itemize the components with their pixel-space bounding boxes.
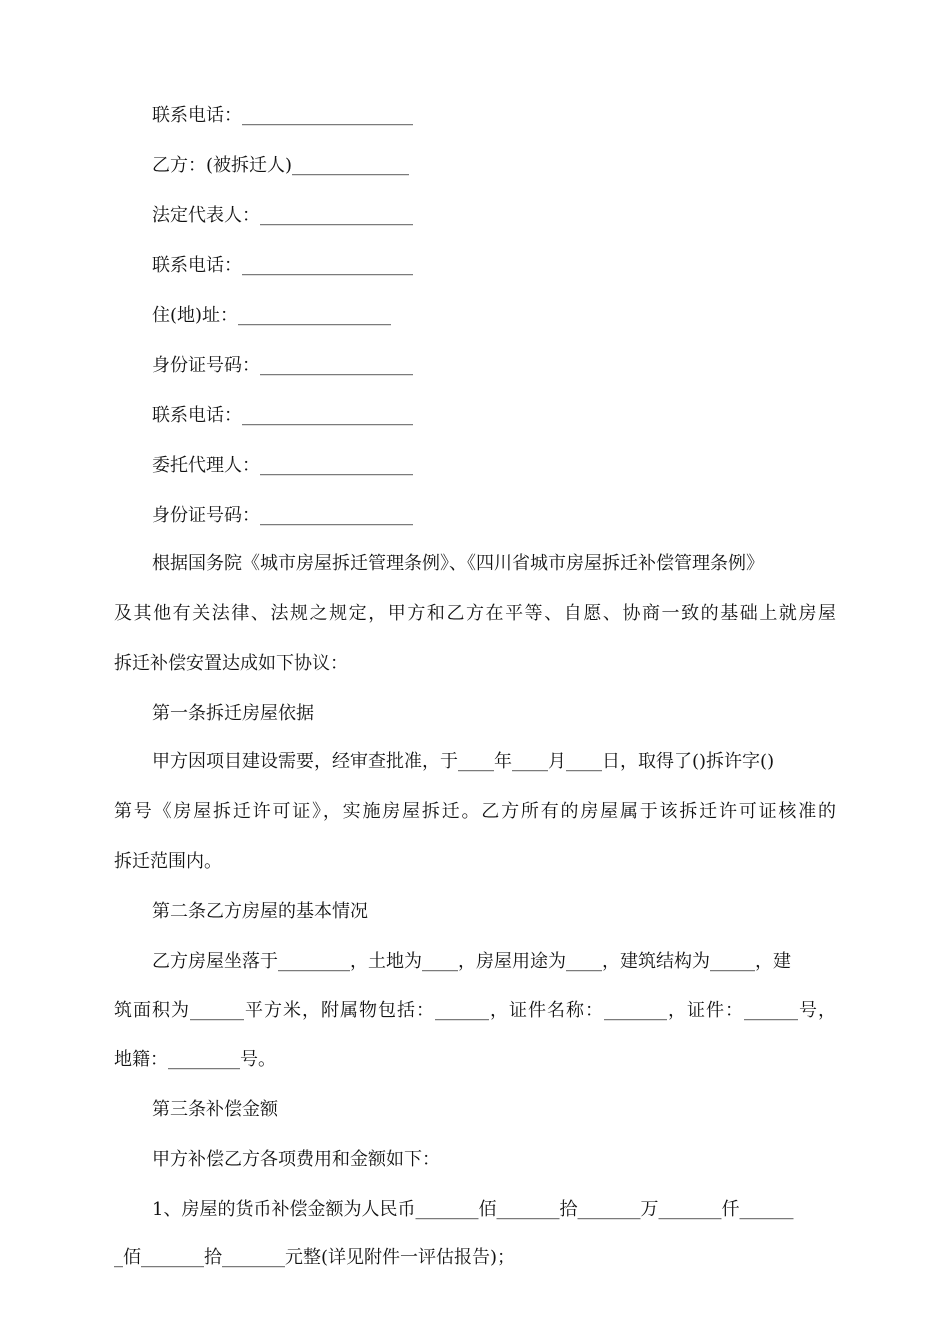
id-number-line: 身份证号码：_________________ [152,355,413,376]
article-2-line-1: 乙方房屋坐落于________，土地为____，房屋用途为____，建筑结构为_____，建 [152,951,791,972]
article-2-line-2: 筑面积为______平方米，附属物包括：______，证件名称：_______，证件：______号， [114,1000,836,1021]
preamble-line-3: 拆迁补偿安置达成如下协议： [114,653,348,674]
party-b-line: 乙方：(被拆迁人)_____________ [152,155,410,176]
article-1-heading: 第一条拆迁房屋依据 [152,703,314,724]
legal-representative-line: 法定代表人：_________________ [152,205,413,226]
contact-phone-line: 联系电话：___________________ [152,405,413,426]
article-3-intro: 甲方补偿乙方各项费用和金额如下： [152,1149,440,1170]
address-line: 住(地)址：_________________ [152,305,392,326]
agent-line: 委托代理人：_________________ [152,455,413,476]
article-3-item-1-line-1: 1、房屋的货币补偿金额为人民币_______佰_______拾_______万_______仟______ [152,1199,794,1220]
article-3-heading: 第三条补偿金额 [152,1099,278,1120]
article-1-line-3: 拆迁范围内。 [114,851,222,872]
party-a-contact-phone-line: 联系电话：___________________ [152,105,413,126]
article-2-heading: 第二条乙方房屋的基本情况 [152,901,368,922]
article-1-line-2: 第号《房屋拆迁许可证》，实施房屋拆迁。乙方所有的房屋属于该拆迁许可证核准的 [114,801,836,822]
agent-id-number-line: 身份证号码：_________________ [152,505,413,526]
article-1-line-1: 甲方因项目建设需要，经审查批准，于____年____月____日，取得了()拆许字() [152,751,775,772]
preamble-line-1: 根据国务院《城市房屋拆迁管理条例》、《四川省城市房屋拆迁补偿管理条例》 [152,553,764,574]
article-2-line-3: 地籍：________号。 [114,1049,276,1070]
preamble-line-2: 及其他有关法律、法规之规定，甲方和乙方在平等、自愿、协商一致的基础上就房屋 [114,603,836,624]
party-b-contact-phone-line: 联系电话：___________________ [152,255,413,276]
article-3-item-1-line-2: _佰_______拾_______元整(详见附件一评估报告)； [114,1247,516,1268]
